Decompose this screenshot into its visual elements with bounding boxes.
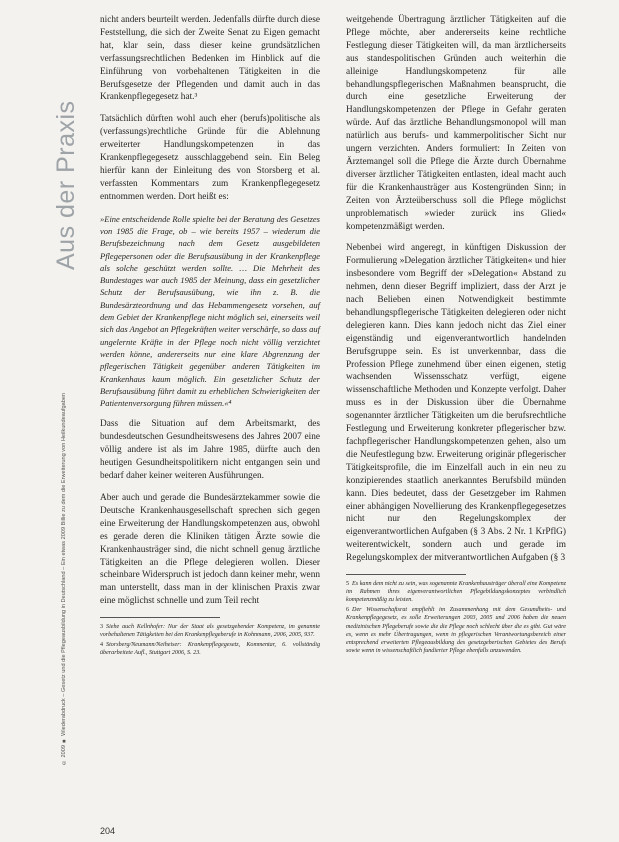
- left-column: [100, 14, 320, 660]
- paragraph: Dass die Situation auf dem Arbeitsmarkt, des bundesdeutschen Gesundheitswesens des Jahres 2007 eine völlig andere ist als im Jahre 1985, dürfte auch den heutigen Gesundheitspolitikern nicht entgangen sein und bedarf daher keiner weiteren Ausführungen.: [100, 419, 320, 482]
- footnote-divider: [346, 574, 466, 575]
- sidebar-citation: © 2009 ■ Wiederabdruck – Gesetz und die Pflegeausbildung in Deutschland – Ein etwas 2009 Billie zu dem die Erweiterung von Heilkundeaufgaben: [61, 392, 67, 765]
- footnote-number: 6: [346, 607, 350, 614]
- paragraph: nicht anders beurteilt werden. Jedenfalls dürfte durch diese Feststellung, die sich der Zweite Senat zu Eigen gemacht hat, klar sein, dass dieser keine grundsätzlichen verfassungsrechtlichen Bedenken im Hinblick auf die Einführung von vorbehaltenen Tätigkeiten in die Berufsgesetze der Pflegenden und damit auch in das Krankenpflegegesetz hat.³: [100, 15, 320, 103]
- right-column: [346, 14, 566, 657]
- footnote-text: Der Wissenschaftsrat empfiehlt im Zusammenhang mit dem Gesundheits- und Krankenpflegegesetz, es solle Erweiterungen 2003, 2005 und 2006 haben die neuen medizinischen Pflegeberufe sowie die die Pflege noch schlecht über die es gibt. Gut wäre es, wenn es mehr Übertragungen, wenn in pflegerischen Verantwortungsbereich einer entsprechend erweiterten Pflegeausbildung des gesetzgeberischen Gebietes des Berufs sowie wenn in wissenschaftlich fundierter Pflege ebenfalls anzuwenden.: [346, 607, 566, 654]
- footnote: [346, 580, 566, 604]
- paragraph: Nebenbei wird angeregt, in künftigen Diskussion der Formulierung »Delegation ärztlicher Tätigkeiten« und hier insbesondere vom Begriff der »Delegation« Abstand zu nehmen, denn dieser Begriff impliziert, dass der Arzt je nach Belieben einen Notwendigkeit bestimmte behandlungspflegerische Tätigkeiten delegieren oder nicht delegieren kann. Dies kann jedoch nicht das Ziel einer eigenständig und eigenverantwortlich handelnden Berufsgruppe sein. Es ist unverkennbar, dass die Profession Pflege zunehmend über einen eigenen, stetig wachsenden Wissensschatz verfügt, eigene wissenschaftliche Methoden und Konzepte verfolgt. Daher muss es in der Diskussion über die Übernahme sogenannter ärztlicher Tätigkeiten um die berufsrechtliche Festlegung und Erweiterung konkreter pflegerischer bzw. fachpflegerischer Handlungskompetenzen gehen, also um die Neufestlegung bzw. Erweiterung originär pflegerischer Tätigkeitsprofile, die im Einzelfall auch in ein neu zu konzipierendes staatlich anerkanntes Berufsbild münden kann. Dies bedeutet, dass der Gesetzgeber im Rahmen einer abhängigen Novellierung des Krankenpflegegesetzes nicht nur den Regelungskomplex der eigenverantwortlichen Aufgaben (§ 3 Abs. 2 Nr. 1 KrPflG) weiterentwickelt, sondern auch und gerade im Regelungskomplex der mitverantwortlichen Aufgaben (§ 3: [346, 243, 566, 564]
- section-label: Aus der Praxis: [52, 100, 80, 270]
- paragraph: Aber auch und gerade die Bundesärztekammer sowie die Deutsche Krankenhausgesellschaft sprechen sich gegen eine Erweiterung der Handlungskompetenzen aus, obwohl es gerade deren die Kliniken tätigen Ärzte sowie die Krankenhausträger sind, die nicht schnell genug ärztliche Tätigkeiten an die Pflege delegieren wollen. Dieser scheinbare Widerspruch ist jedoch dann keiner mehr, wenn man unterstellt, dass man in der klinischen Praxis zwar eine möglichst schnelle und zum Teil recht: [100, 492, 320, 607]
- footnote-text: Siehe auch Kellnhofer: Nur der Staat als gesetzgebender Kompetenz, im genannte vorbehaltenen Tätigkeiten bei den Krankenpflegeberufe in Kohnmann, 2006, 2005, 937.: [100, 624, 320, 639]
- footnote-text: Es kann dem nicht zu sein, was sogenannte Krankenhausträger überall eine Kompetenz im Rahmen ihres eigenverantwortlichen Pflegebildungskonzeptes verbindlich kompetenzmäßig zu leisten.: [346, 581, 566, 604]
- footnote: [100, 641, 320, 657]
- footnote-number: 5: [346, 581, 350, 588]
- footnote-divider: [100, 617, 220, 618]
- footnote: [346, 606, 566, 655]
- footnote-number: 4: [100, 642, 104, 649]
- page-number: 204: [100, 826, 116, 836]
- paragraph: weitgehende Übertragung ärztlicher Tätigkeiten auf die Pflege möchte, aber andererseits keine rechtliche Festlegung dieser Tätigkeiten will, da man ärztlicherseits aus standespolitischen Gründen auch weiterhin die alleinige Handlungskompetenz für alle behandlungspflegerischen Maßnahmen beansprucht, die durch eine gesetzliche Erweiterung der Handlungskompetenzen der Pflege in Gefahr geraten würde. Auf das ärztliche Behandlungsmonopol will man natürlich aus berufs- und kammerpolitischer Sicht nur ungern verzichten. Anders formuliert: In Zeiten von Ärztemangel soll die Pflege die Ärzte durch Übernahme diverser ärztlicher Tätigkeiten entlasten, ideal macht auch für die Krankenhausträger aus Kostengründen Sinn; in Zeiten von Ärzteüberschuss soll die Pflege möglichst unproblematisch »wieder zurück ins Glied« kompetenzmäßigt werden.: [346, 15, 566, 232]
- paragraph: Tatsächlich dürften wohl auch eher (berufs)politische als (verfassungs)rechtliche Gründe für die Ablehnung erweiterter Handlungskompetenzen in das Krankenpflegegesetz ausschlaggebend sein. Ein Beleg hierfür kann der Einleitung des von Storsberg et al. verfassten Kommentars zum Krankenpflegegesetz entnommen werden. Dort heißt es:: [100, 114, 320, 202]
- footnote: [100, 623, 320, 639]
- block-quote: »Eine entscheidende Rolle spielte bei der Beratung des Gesetzes von 1985 die Frage, ob – wie bereits 1957 – wiederum die Berufsbezeichnung nach dem Gesetz ausgebildeten Pflegepersonen oder die Berufsausübung in der Krankenpflege als solche geschützt werden sollte. … Die Mehrheit des Bundestages war auch 1985 der Meinung, dass ein gesetzlicher Schutz der Berufsausübung, wie ihn z. B. die Bundesärzteordnung und das Hebammengesetz vorsehen, auf dem Gebiet der Krankenpflege nicht möglich sei, einerseits weil sich das Angebot an Pflegekräften weiter verschärfe, so dass auf ungelernte Kräfte in der Pflege noch nicht völlig verzichtet werden könne, andererseits nur eine klare Abgrenzung der pflegerischen Tätigkeit gegenüber anderen Tätigkeiten im Krankenhaus kaum möglich. Ein gesetzlicher Schutz der Berufsausübung führt damit zu erheblichen Schwierigkeiten der Patientenversorgung führen müssen.«⁴: [100, 213, 320, 409]
- footnote-number: 3: [100, 624, 104, 631]
- footnote-text: Storsberg/Neumann/Neiheiser: Krankenpflegegesetz, Kommentar, 6. vollständig überarbeitete Aufl., Stuttgart 2006, S. 23.: [100, 642, 320, 657]
